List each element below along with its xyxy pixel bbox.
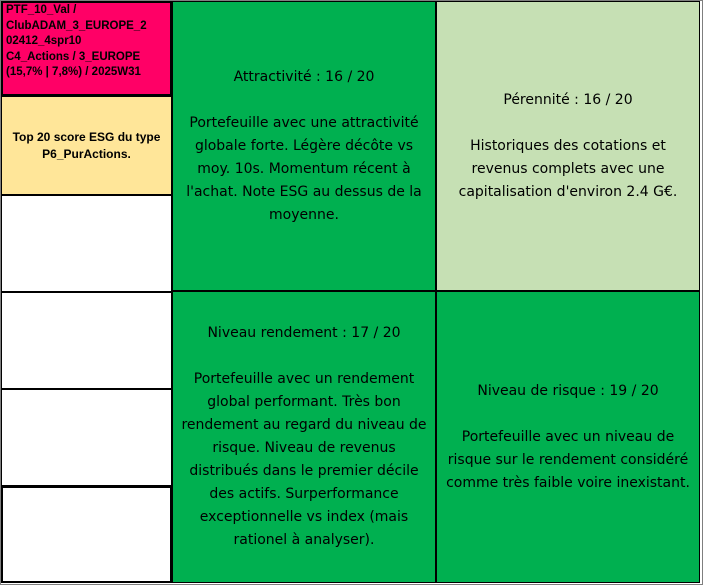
title-line: C4_Actions / 3_EUROPE — [6, 50, 141, 63]
portfolio-description: Top 20 score ESG du type P6_PurActions. — [12, 129, 161, 161]
title-line: PTF_10_Val / — [6, 4, 77, 16]
perennite-panel — [436, 1, 700, 291]
risque-heading: Niveau de risque : 19 / 20 — [477, 382, 659, 399]
title-line: (15,7% | 7,8%) / 2025W31 — [6, 66, 141, 78]
attractivite-panel — [172, 1, 436, 291]
attractivite-heading: Attractivité : 16 / 20 — [233, 68, 375, 85]
attractivite-text: Portefeuille avec une attractivité globale forte. Légère décôte vs moy. 10s. Momentum récent à l'achat. Note ESG au dessus de la moyenne. — [186, 114, 422, 223]
empty-cell — [1, 389, 172, 486]
perennite-heading: Pérennité : 16 / 20 — [503, 91, 633, 108]
title-line: 02412_4spr10 — [6, 35, 82, 47]
portfolio-description-cell — [1, 96, 172, 195]
empty-cell — [1, 486, 172, 583]
portfolio-title-cell — [1, 1, 172, 96]
risque-panel — [436, 291, 700, 583]
empty-cell — [1, 292, 172, 389]
perennite-text: Historiques des cotations et revenus complets avec une capitalisation d'environ 2.4 G€. — [458, 137, 678, 200]
risque-text: Portefeuille avec un niveau de risque sur le rendement considéré comme très faible voire inexistant. — [446, 428, 690, 491]
empty-cell — [1, 195, 172, 292]
title-line: ClubADAM_3_EUROPE_2 — [6, 19, 147, 32]
rendement-panel — [172, 291, 436, 583]
rendement-text: Portefeuille avec un rendement global performant. Très bon rendement au regard du niveau de risque. Niveau de revenus distribués dans le premier décile des actifs. Surperformance exceptionnelle vs index (mais rationel à analyser). — [181, 371, 427, 548]
rendement-heading: Niveau rendement : 17 / 20 — [207, 325, 401, 341]
